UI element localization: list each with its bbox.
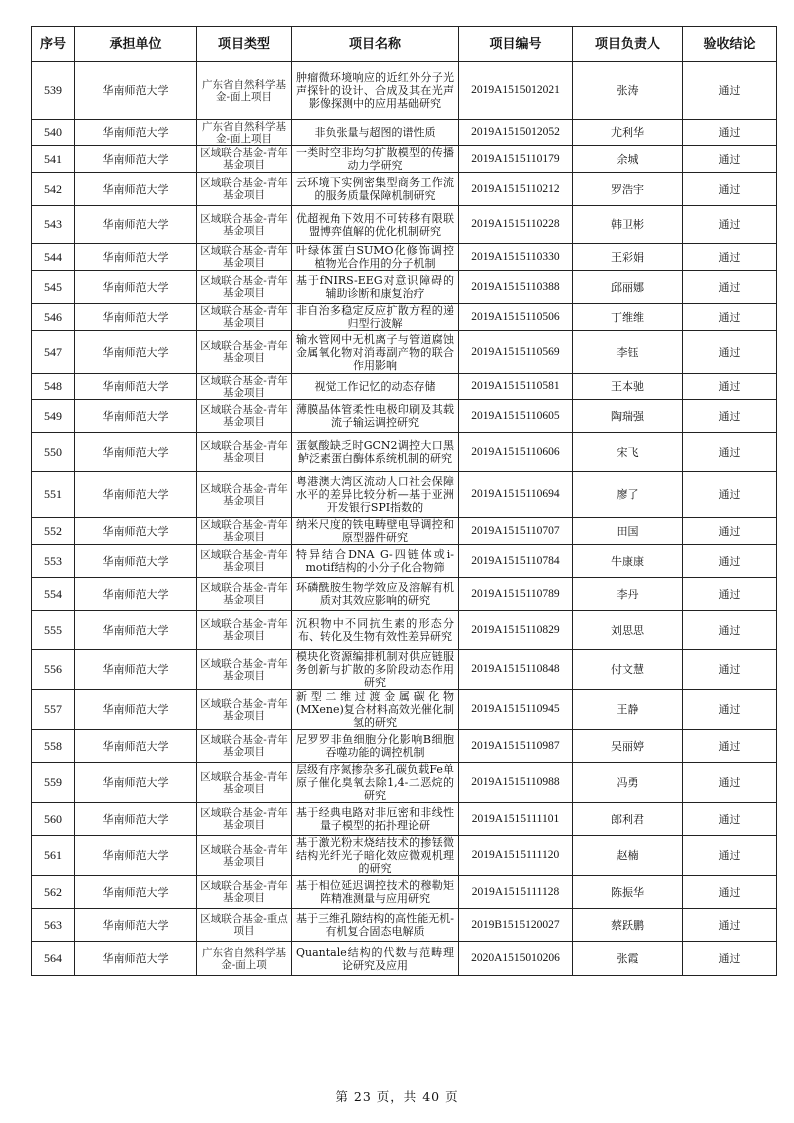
cell-name: 非自治多稳定反应扩散方程的递归型行波解	[292, 304, 459, 331]
cell-unit: 华南师范大学	[75, 803, 197, 836]
cell-code: 2019A1515111128	[459, 876, 573, 909]
cell-code: 2019A1515012021	[459, 62, 573, 120]
cell-name: 视觉工作记忆的动态存储	[292, 374, 459, 400]
cell-type: 区域联合基金-重点项目	[197, 909, 292, 942]
cell-seq: 539	[32, 62, 75, 120]
cell-seq: 558	[32, 730, 75, 763]
cell-name: 一类时空非均匀扩散模型的传播动力学研究	[292, 146, 459, 173]
cell-code: 2019A1515110694	[459, 472, 573, 518]
cell-result: 通过	[683, 730, 777, 763]
cell-seq: 551	[32, 472, 75, 518]
table-row	[32, 578, 777, 611]
cell-code: 2019A1515110212	[459, 173, 573, 206]
cell-unit: 华南师范大学	[75, 331, 197, 374]
cell-code: 2019B1515120027	[459, 909, 573, 942]
table-row	[32, 545, 777, 578]
cell-unit: 华南师范大学	[75, 909, 197, 942]
cell-seq: 544	[32, 244, 75, 271]
header-seq: 序号	[32, 27, 75, 62]
cell-name: 基于fNIRS-EEG对意识障碍的辅助诊断和康复治疗	[292, 271, 459, 304]
cell-name: 蛋氨酸缺乏时GCN2调控大口黑鲈泛素蛋白酶体系统机制的研究	[292, 433, 459, 472]
cell-seq: 559	[32, 763, 75, 803]
cell-result: 通过	[683, 331, 777, 374]
cell-result: 通过	[683, 909, 777, 942]
table-row	[32, 836, 777, 876]
cell-code: 2019A1515110506	[459, 304, 573, 331]
cell-code: 2019A1515012052	[459, 120, 573, 146]
cell-name: 肿瘤微环境响应的近红外分子光声探针的设计、合成及其在光声影像探测中的应用基础研究	[292, 62, 459, 120]
cell-type: 区域联合基金-青年基金项目	[197, 331, 292, 374]
cell-code: 2019A1515110569	[459, 331, 573, 374]
cell-seq: 543	[32, 206, 75, 244]
cell-leader: 田国	[573, 518, 683, 545]
table-row	[32, 62, 777, 120]
cell-seq: 549	[32, 400, 75, 433]
cell-leader: 李丹	[573, 578, 683, 611]
cell-result: 通过	[683, 244, 777, 271]
table-row	[32, 803, 777, 836]
cell-leader: 吴丽婷	[573, 730, 683, 763]
cell-seq: 550	[32, 433, 75, 472]
table-row	[32, 650, 777, 690]
cell-name: 基于激光粉末烧结技术的掺铥微结构光纤光子暗化效应微观机理的研究	[292, 836, 459, 876]
cell-result: 通过	[683, 690, 777, 730]
cell-leader: 冯勇	[573, 763, 683, 803]
cell-unit: 华南师范大学	[75, 472, 197, 518]
cell-code: 2019A1515110945	[459, 690, 573, 730]
header-result: 验收结论	[683, 27, 777, 62]
table-row	[32, 730, 777, 763]
cell-code: 2019A1515110987	[459, 730, 573, 763]
cell-seq: 546	[32, 304, 75, 331]
cell-seq: 548	[32, 374, 75, 400]
cell-type: 区域联合基金-青年基金项目	[197, 433, 292, 472]
cell-code: 2019A1515110330	[459, 244, 573, 271]
cell-unit: 华南师范大学	[75, 120, 197, 146]
cell-code: 2019A1515110829	[459, 611, 573, 650]
cell-name: 非负张量与超图的谱性质	[292, 120, 459, 146]
cell-result: 通过	[683, 433, 777, 472]
page-footer: 第 23 页，共 40 页	[335, 1089, 459, 1104]
cell-type: 区域联合基金-青年基金项目	[197, 730, 292, 763]
cell-unit: 华南师范大学	[75, 271, 197, 304]
cell-type: 区域联合基金-青年基金项目	[197, 271, 292, 304]
table-row	[32, 876, 777, 909]
cell-code: 2019A1515111101	[459, 803, 573, 836]
cell-seq: 555	[32, 611, 75, 650]
cell-leader: 廖了	[573, 472, 683, 518]
cell-name: 尼罗罗非鱼细胞分化影响B细胞吞噬功能的调控机制	[292, 730, 459, 763]
table-row	[32, 304, 777, 331]
cell-leader: 王静	[573, 690, 683, 730]
acceptance-table	[31, 26, 777, 976]
cell-seq: 563	[32, 909, 75, 942]
cell-leader: 余城	[573, 146, 683, 173]
table-row	[32, 690, 777, 730]
cell-code: 2019A1515110179	[459, 146, 573, 173]
cell-leader: 韩卫彬	[573, 206, 683, 244]
cell-leader: 罗浩宇	[573, 173, 683, 206]
cell-seq: 552	[32, 518, 75, 545]
header-name: 项目名称	[292, 27, 459, 62]
cell-leader: 陈振华	[573, 876, 683, 909]
table-row	[32, 271, 777, 304]
cell-unit: 华南师范大学	[75, 650, 197, 690]
cell-name: 新型二维过渡金属碳化物(MXene)复合材料高效光催化制氢的研究	[292, 690, 459, 730]
cell-leader: 陶瑞强	[573, 400, 683, 433]
cell-type: 区域联合基金-青年基金项目	[197, 244, 292, 271]
cell-result: 通过	[683, 518, 777, 545]
cell-name: 层级有序氮掺杂多孔碳负载Fe单原子催化臭氧去除1,4-二恶烷的研究	[292, 763, 459, 803]
table-row	[32, 331, 777, 374]
cell-unit: 华南师范大学	[75, 942, 197, 976]
table-row	[32, 146, 777, 173]
cell-type: 广东省自然科学基金-面上项目	[197, 120, 292, 146]
cell-leader: 郎利君	[573, 803, 683, 836]
cell-result: 通过	[683, 206, 777, 244]
cell-result: 通过	[683, 400, 777, 433]
cell-name: 基于三维孔隙结构的高性能无机-有机复合固态电解质	[292, 909, 459, 942]
cell-type: 广东省自然科学基金-面上项目	[197, 62, 292, 120]
cell-code: 2019A1515111120	[459, 836, 573, 876]
cell-leader: 王本驰	[573, 374, 683, 400]
cell-name: 基于相位延迟调控技术的穆勒矩阵精准测量与应用研究	[292, 876, 459, 909]
cell-type: 区域联合基金-青年基金项目	[197, 876, 292, 909]
cell-unit: 华南师范大学	[75, 62, 197, 120]
cell-name: 输水管网中无机离子与管道腐蚀金属氧化物对消毒副产物的联合作用影响	[292, 331, 459, 374]
cell-unit: 华南师范大学	[75, 304, 197, 331]
header-code: 项目编号	[459, 27, 573, 62]
cell-result: 通过	[683, 876, 777, 909]
cell-leader: 张涛	[573, 62, 683, 120]
cell-leader: 宋飞	[573, 433, 683, 472]
cell-unit: 华南师范大学	[75, 146, 197, 173]
cell-type: 区域联合基金-青年基金项目	[197, 304, 292, 331]
cell-seq: 553	[32, 545, 75, 578]
cell-type: 区域联合基金-青年基金项目	[197, 611, 292, 650]
cell-leader: 赵楠	[573, 836, 683, 876]
cell-result: 通过	[683, 836, 777, 876]
cell-type: 广东省自然科学基金-面上项	[197, 942, 292, 976]
header-leader: 项目负责人	[573, 27, 683, 62]
cell-unit: 华南师范大学	[75, 611, 197, 650]
cell-name: 基于经典电路对非厄密和非线性量子模型的拓扑理论研	[292, 803, 459, 836]
cell-unit: 华南师范大学	[75, 518, 197, 545]
cell-type: 区域联合基金-青年基金项目	[197, 206, 292, 244]
cell-name: 云环境下实例密集型商务工作流的服务质量保障机制研究	[292, 173, 459, 206]
cell-seq: 557	[32, 690, 75, 730]
cell-result: 通过	[683, 942, 777, 976]
table-row	[32, 400, 777, 433]
cell-unit: 华南师范大学	[75, 730, 197, 763]
cell-type: 区域联合基金-青年基金项目	[197, 650, 292, 690]
cell-code: 2019A1515110707	[459, 518, 573, 545]
table-row	[32, 909, 777, 942]
cell-name: 特异结合DNA G-四链体或i-motif结构的小分子化合物筛	[292, 545, 459, 578]
cell-leader: 刘思思	[573, 611, 683, 650]
cell-type: 区域联合基金-青年基金项目	[197, 578, 292, 611]
header-unit: 承担单位	[75, 27, 197, 62]
cell-unit: 华南师范大学	[75, 400, 197, 433]
header-type: 项目类型	[197, 27, 292, 62]
cell-seq: 547	[32, 331, 75, 374]
cell-type: 区域联合基金-青年基金项目	[197, 400, 292, 433]
cell-type: 区域联合基金-青年基金项目	[197, 545, 292, 578]
cell-seq: 541	[32, 146, 75, 173]
cell-seq: 556	[32, 650, 75, 690]
cell-code: 2019A1515110606	[459, 433, 573, 472]
cell-name: 薄膜晶体管柔性电极印刷及其载流子输运调控研究	[292, 400, 459, 433]
cell-type: 区域联合基金-青年基金项目	[197, 690, 292, 730]
cell-code: 2019A1515110581	[459, 374, 573, 400]
cell-seq: 540	[32, 120, 75, 146]
cell-unit: 华南师范大学	[75, 173, 197, 206]
cell-leader: 牛康康	[573, 545, 683, 578]
cell-unit: 华南师范大学	[75, 690, 197, 730]
table-row	[32, 611, 777, 650]
cell-code: 2019A1515110228	[459, 206, 573, 244]
table-row	[32, 173, 777, 206]
cell-unit: 华南师范大学	[75, 836, 197, 876]
cell-code: 2020A1515010206	[459, 942, 573, 976]
cell-seq: 560	[32, 803, 75, 836]
cell-result: 通过	[683, 304, 777, 331]
cell-result: 通过	[683, 374, 777, 400]
cell-leader: 尤利华	[573, 120, 683, 146]
cell-result: 通过	[683, 578, 777, 611]
cell-leader: 王彩娟	[573, 244, 683, 271]
cell-seq: 562	[32, 876, 75, 909]
cell-code: 2019A1515110988	[459, 763, 573, 803]
cell-result: 通过	[683, 146, 777, 173]
cell-leader: 邱丽娜	[573, 271, 683, 304]
cell-result: 通过	[683, 650, 777, 690]
cell-unit: 华南师范大学	[75, 206, 197, 244]
cell-name: 叶绿体蛋白SUMO化修饰调控植物光合作用的分子机制	[292, 244, 459, 271]
cell-name: Quantale结构的代数与范畴理论研究及应用	[292, 942, 459, 976]
cell-result: 通过	[683, 803, 777, 836]
table-header-row	[32, 27, 777, 62]
cell-leader: 李钰	[573, 331, 683, 374]
cell-leader: 丁维维	[573, 304, 683, 331]
cell-type: 区域联合基金-青年基金项目	[197, 173, 292, 206]
cell-type: 区域联合基金-青年基金项目	[197, 374, 292, 400]
cell-result: 通过	[683, 173, 777, 206]
cell-type: 区域联合基金-青年基金项目	[197, 518, 292, 545]
cell-result: 通过	[683, 611, 777, 650]
table-row	[32, 472, 777, 518]
cell-result: 通过	[683, 763, 777, 803]
cell-seq: 545	[32, 271, 75, 304]
cell-seq: 564	[32, 942, 75, 976]
cell-type: 区域联合基金-青年基金项目	[197, 472, 292, 518]
table-row	[32, 433, 777, 472]
cell-type: 区域联合基金-青年基金项目	[197, 146, 292, 173]
cell-name: 优超视角下效用不可转移有限联盟博弈值解的优化机制研究	[292, 206, 459, 244]
cell-name: 环磷酰胺生物学效应及溶解有机质对其效应影响的研究	[292, 578, 459, 611]
cell-leader: 张霞	[573, 942, 683, 976]
cell-name: 纳米尺度的铁电畴壁电导调控和原型器件研究	[292, 518, 459, 545]
cell-name: 模块化资源编排机制对供应链服务创新与扩散的多阶段动态作用研究	[292, 650, 459, 690]
cell-result: 通过	[683, 472, 777, 518]
table-row	[32, 518, 777, 545]
cell-unit: 华南师范大学	[75, 876, 197, 909]
cell-result: 通过	[683, 62, 777, 120]
table-row	[32, 206, 777, 244]
cell-unit: 华南师范大学	[75, 433, 197, 472]
table-row	[32, 763, 777, 803]
cell-code: 2019A1515110789	[459, 578, 573, 611]
cell-leader: 蔡跃鹏	[573, 909, 683, 942]
cell-type: 区域联合基金-青年基金项目	[197, 836, 292, 876]
table-row	[32, 942, 777, 976]
cell-unit: 华南师范大学	[75, 244, 197, 271]
cell-code: 2019A1515110784	[459, 545, 573, 578]
cell-result: 通过	[683, 271, 777, 304]
cell-code: 2019A1515110605	[459, 400, 573, 433]
cell-seq: 554	[32, 578, 75, 611]
cell-unit: 华南师范大学	[75, 374, 197, 400]
cell-result: 通过	[683, 545, 777, 578]
table-row	[32, 374, 777, 400]
cell-name: 粤港澳大湾区流动人口社会保障水平的差异比较分析—基于亚洲开发银行SPI指数的	[292, 472, 459, 518]
table-row	[32, 244, 777, 271]
cell-unit: 华南师范大学	[75, 763, 197, 803]
cell-code: 2019A1515110848	[459, 650, 573, 690]
cell-type: 区域联合基金-青年基金项目	[197, 763, 292, 803]
cell-leader: 付文慧	[573, 650, 683, 690]
cell-name: 沉积物中不同抗生素的形态分布、转化及生物有效性差异研究	[292, 611, 459, 650]
cell-seq: 561	[32, 836, 75, 876]
cell-type: 区域联合基金-青年基金项目	[197, 803, 292, 836]
cell-result: 通过	[683, 120, 777, 146]
table-row	[32, 120, 777, 146]
cell-seq: 542	[32, 173, 75, 206]
cell-unit: 华南师范大学	[75, 578, 197, 611]
cell-unit: 华南师范大学	[75, 545, 197, 578]
cell-code: 2019A1515110388	[459, 271, 573, 304]
